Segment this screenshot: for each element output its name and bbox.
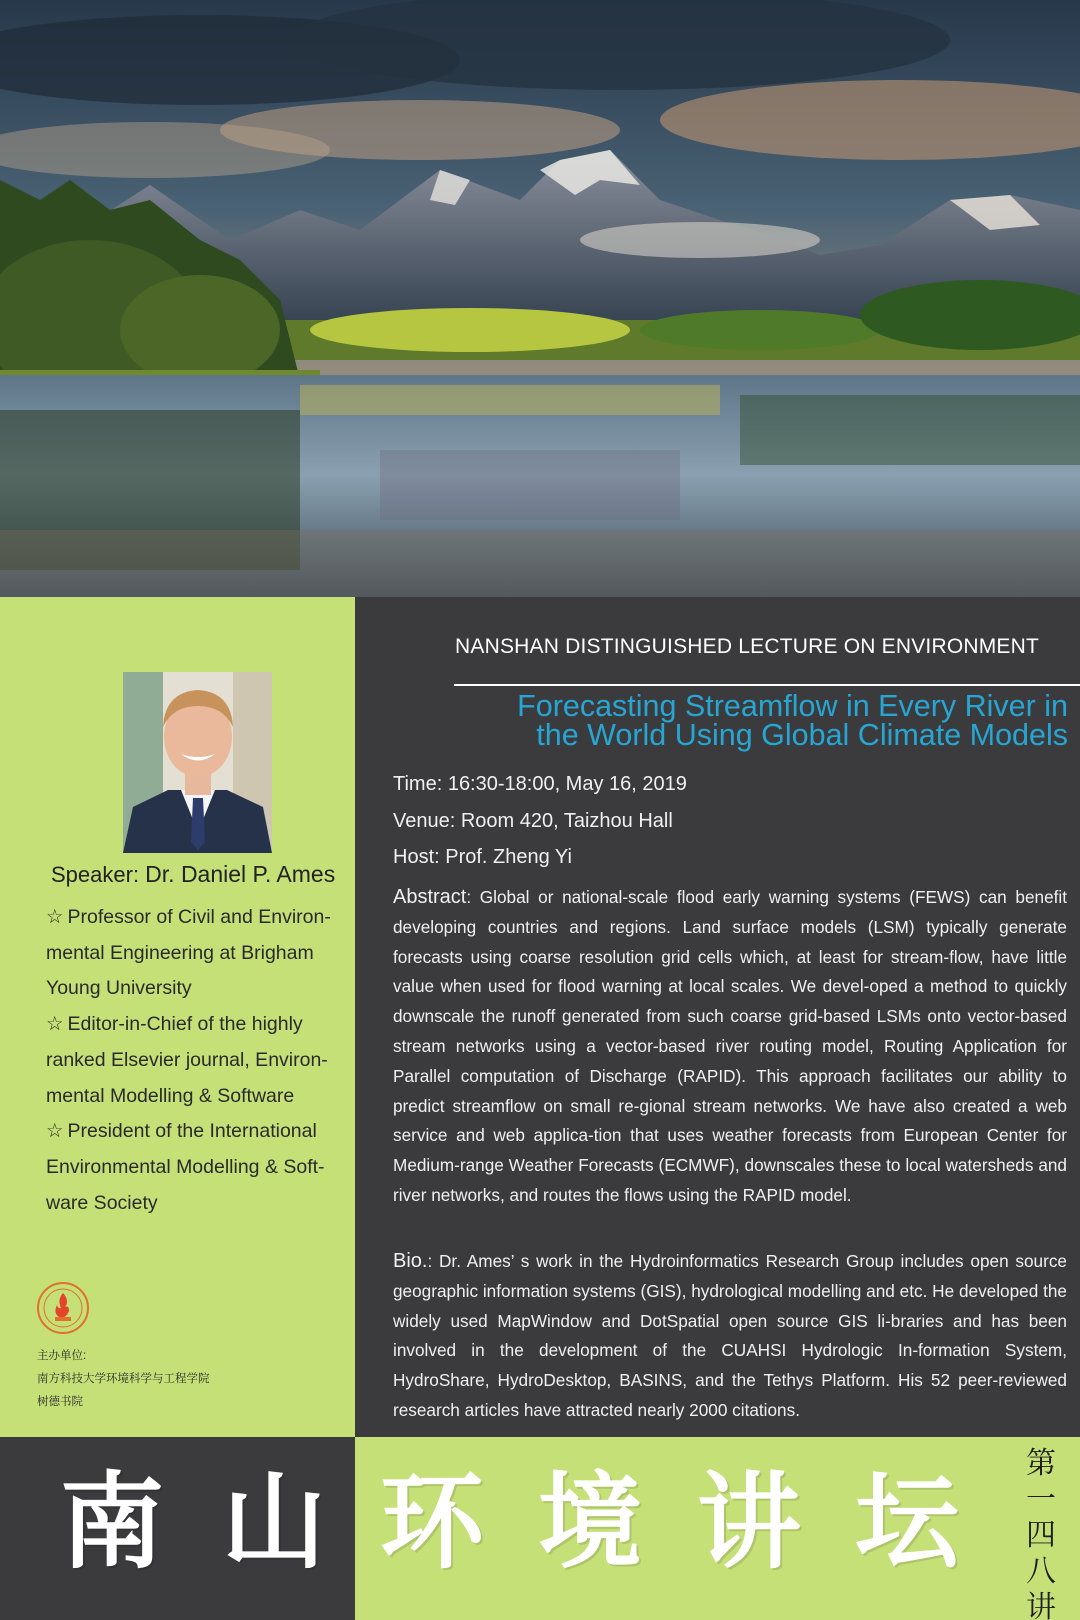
issue-char: 一	[1026, 1482, 1056, 1517]
speaker-photo	[123, 672, 272, 853]
lecture-details-panel	[355, 597, 1080, 1437]
bio-text: : Dr. Ames’ s work in the Hydroinformatics Research Group includes open source geographic information systems (GIS), hydrological modelling and etc. He developed the widely used MapWindow and DotSpatial open source GIS li-braries and has been involved in the development of the CUAHSI Hydrologic In-formation System, HydroShare, HydroDesktop, BASINS, and the Tethys Platform. His 52 peer-reviewed research articles have attracted nearly 2000 citations.	[393, 1251, 1067, 1420]
organizer-block	[37, 1345, 210, 1414]
banner-char: 山	[222, 1460, 327, 1583]
speaker-panel	[0, 597, 355, 1437]
star-outline-icon: ☆	[46, 1013, 64, 1036]
event-host: Host: Prof. Zheng Yi	[393, 846, 572, 868]
star-outline-icon: ☆	[46, 906, 64, 928]
talk-title-line: the World Using Global Climate Models	[536, 718, 1068, 752]
talk-title	[428, 689, 1068, 752]
organizer-school: 南方科技大学环境科学与工程学院	[37, 1373, 210, 1385]
university-seal-icon	[36, 1281, 90, 1335]
organizer-label: 主办单位:	[37, 1350, 87, 1362]
speaker-label: Speaker:	[51, 862, 146, 887]
talk-title-line: Forecasting Streamflow in Every River in	[517, 689, 1068, 723]
issue-number	[1021, 1446, 1061, 1620]
abstract-text: : Global or national-scale flood early warning systems (FEWS) can benefit developing countries and regions. Land surface models (LSM) typically generate forecasts using coarse resolution grid cells which, at least for stream-flow, have little value when used for flood warning at local scales. We devel-oped a method to quickly downscale the runoff generated from such coarse grid-based LSMs onto vector-based stream networks using a vector-based river routing model, Routing Application for Parallel computation of Discharge (RAPID). This approach facilitates our ability to predict streamflow on small re-gional stream networks. We have also created a web service and web applica-tion that uses weather forecasts from European Center for Medium-range Weather Forecasts (ECMWF), downscales these to local watersheds and river networks, and routes the flows using the RAPID model.	[393, 887, 1067, 1205]
banner-char: 境	[538, 1460, 643, 1583]
event-venue: Venue: Room 420, Taizhou Hall	[393, 810, 673, 832]
speaker-heading	[51, 861, 335, 888]
bio-label: Bio.	[393, 1250, 428, 1272]
banner-char: 讲	[697, 1460, 802, 1583]
credential-item: ☆ Editor-in-Chief of the highly ranked Elsevier journal, Environ-mental Modelling & Software	[46, 1013, 328, 1107]
issue-char: 第	[1026, 1446, 1056, 1481]
speaker-name: Dr. Daniel P. Ames	[145, 861, 336, 887]
speaker-credentials	[46, 900, 346, 1221]
series-title: NANSHAN DISTINGUISHED LECTURE ON ENVIRONMENT	[455, 635, 1040, 658]
banner-char: 南	[60, 1460, 165, 1583]
abstract-label: Abstract	[393, 886, 467, 908]
issue-char: 讲	[1026, 1590, 1056, 1620]
bio-paragraph	[393, 1247, 1067, 1426]
event-time: Time: 16:30-18:00, May 16, 2019	[393, 773, 687, 795]
credential-item: ☆ President of the International Environmental Modelling & Soft-ware Society	[46, 1120, 325, 1214]
issue-char: 四	[1026, 1518, 1056, 1553]
banner-char: 坛	[855, 1460, 960, 1583]
abstract-paragraph	[393, 883, 1067, 1211]
organizer-college: 树德书院	[37, 1396, 83, 1408]
banner-char: 环	[380, 1460, 485, 1583]
star-outline-icon: ☆	[46, 1120, 64, 1143]
landscape-photo	[0, 0, 1080, 597]
title-divider	[454, 684, 1080, 686]
issue-char: 八	[1026, 1554, 1056, 1589]
credential-item: ☆ Professor of Civil and Environ-mental Engineering at Brigham Young University	[46, 906, 331, 1000]
